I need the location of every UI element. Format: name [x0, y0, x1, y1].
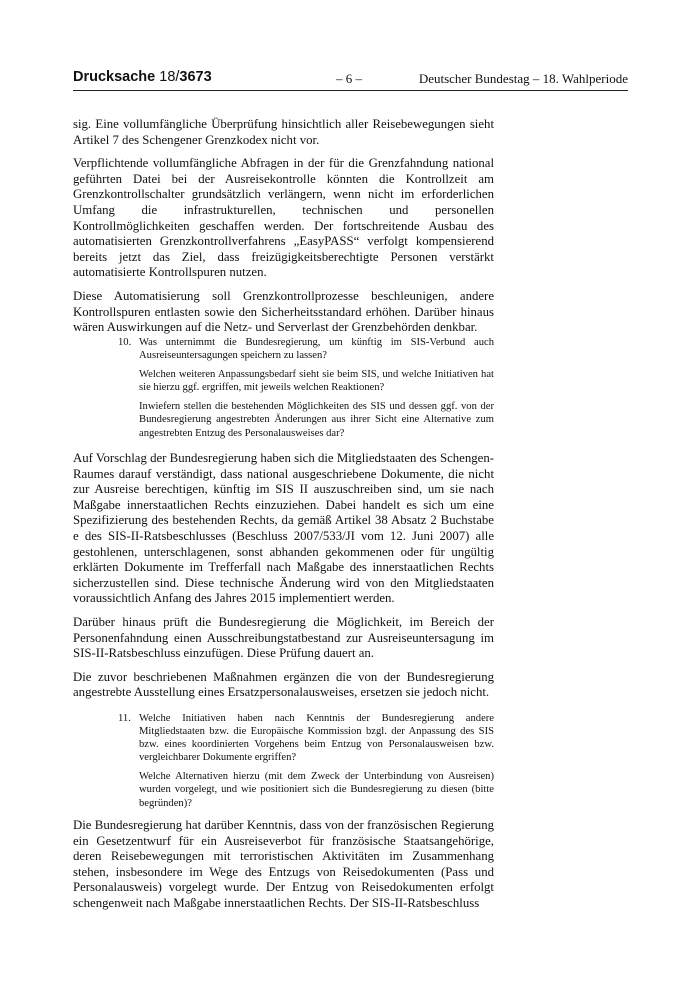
paragraph: Darüber hinaus prüft die Bundesregierung die Möglichkeit, im Bereich der Personenfahndung einen Ausschreibungstatbestand zur Ausreiseuntersagung im SIS-II-Ratsbeschluss einzufügen. Diese Prüfung dauert an. — [73, 614, 494, 661]
answer-block-1 — [73, 117, 494, 344]
question-item — [118, 712, 494, 764]
question-text: Was unternimmt die Bundesregierung, um künftig im SIS-Verbund auch Ausreiseuntersagungen speichern zu lassen? — [139, 337, 494, 362]
page-number: – 6 – — [336, 71, 362, 86]
question-number: 10. — [118, 337, 132, 348]
question-item — [118, 770, 494, 809]
question-item — [118, 400, 494, 439]
page-header — [73, 66, 628, 91]
question-item — [118, 368, 494, 394]
document-number-value: 3673 — [179, 69, 212, 85]
paragraph: Die zuvor beschriebenen Maßnahmen ergänzen die von der Bundesregierung angestrebte Ausstellung eines Ersatzpersonalausweises, ersetzen sie jedoch nicht. — [73, 669, 494, 700]
answer-block-2 — [73, 451, 494, 709]
paragraph: Verpflichtende vollumfängliche Abfragen in der für die Grenzfahndung national geführten Datei bei der Ausreisekontrolle könnten die Kontrollzeit am Grenzkontrollschalter grundsätzlich verlängern, wenn nicht im erforderlichen Umfang die infrastrukturellen, technischen und personellen Kontrollmöglichkeiten geschaffen werden. Der fortschreitende Ausbau des automatisierten Grenzkontrollverfahrens „EasyPASS“ verfolgt kompensierend bereits jetzt das Ziel, dass freizügigkeitsberechtigte Personen verstärkt automatisierte Kontrollspuren nutzen. — [73, 156, 494, 280]
document-number-prefix: 18/ — [159, 69, 180, 85]
question-11 — [118, 712, 494, 816]
paragraph: Die Bundesregierung hat darüber Kenntnis, dass von der französischen Regierung ein Gesetzentwurf für ein Ausreiseverbot für französische Staatsangehörige, deren Reisebewegungen mit terroristischen Aktivitäten im Zusammenhang stehen, insbesondere im Wege des Entzugs von Reisedokumenten (Pass und Personalausweis) vorgelegt wurde. Der Entzug von Reisedokumenten erfolgt schengenweit nach Maßgabe innerstaatlichen Rechts. Der SIS-II-Ratsbeschluss — [73, 818, 494, 910]
question-text: Welche Alternativen hierzu (mit dem Zweck der Unterbindung von Ausreisen) wurden vorgelegt, und wie positioniert sich die Bundesregierung zu diesen (bitte begründen)? — [139, 771, 494, 809]
question-number: 11. — [118, 713, 131, 724]
document-label: Drucksache — [73, 69, 156, 85]
question-text: Welchen weiteren Anpassungsbedarf sieht sie beim SIS, und welche Initiativen hat sie hierzu ggf. ergriffen, mit jeweils welchen Reaktionen? — [139, 369, 494, 394]
question-10 — [118, 336, 494, 446]
document-number — [73, 69, 212, 85]
answer-block-3 — [73, 818, 494, 920]
question-text: Welche Initiativen haben nach Kenntnis der Bundesregierung andere Mitgliedstaaten bzw. die Europäische Kommission bzgl. der Anpassung des SIS bzw. eines koordinierten Vorgehens beim Entzug von Personalausweisen bzw. vergleichbarer Dokumente ergriffen? — [139, 713, 494, 764]
paragraph: Diese Automatisierung soll Grenzkontrollprozesse beschleunigen, andere Kontrollspuren entlasten sowie den Sicherheitsstandard erhöhen. Darüber hinaus wären Auswirkungen auf die Netz- und Serverlast der Grenzbehörden denkbar. — [73, 288, 494, 335]
publisher-line: Deutscher Bundestag – 18. Wahlperiode — [418, 71, 628, 86]
paragraph: sig. Eine vollumfängliche Überprüfung hinsichtlich aller Reisebewegungen sieht Artikel 7 des Schengener Grenzkodex nicht vor. — [73, 117, 494, 147]
question-text: Inwiefern stellen die bestehenden Möglichkeiten des SIS und dessen ggf. von der Bundesregierung angestrebten Änderungen aus ihrer Sicht eine Alternative zum angestrebten Entzug des Personalausweises dar? — [139, 401, 494, 439]
paragraph: Auf Vorschlag der Bundesregierung haben sich die Mitgliedstaaten des Schengen-Raumes darauf verständigt, dass national ausgeschriebene Dokumente, die nicht zur Ausreise berechtigen, künftig im SIS II auszuschreiben sind, um sie nach Maßgabe innerstaatlichen Rechts einzuziehen. Dabei handelt es sich um eine Spezifizierung des bestehenden Rechts, da gemäß Artikel 38 Absatz 2 Buchstabe e des SIS-II-Ratsbeschlusses (Beschluss 2007/533/JI vom 12. Juni 2007) alle gestohlenen, unterschlagenen, sonst abhanden gekommenen oder für ungültig erklärten Dokumente im Trefferfall nach Maßgabe des innerstaatlichen Rechts sicherzustellen sind. Diese technische Änderung wird von den Mitgliedstaaten voraussichtlich Anfang des Jahres 2015 implementiert werden. — [73, 451, 494, 606]
question-item — [118, 336, 494, 362]
